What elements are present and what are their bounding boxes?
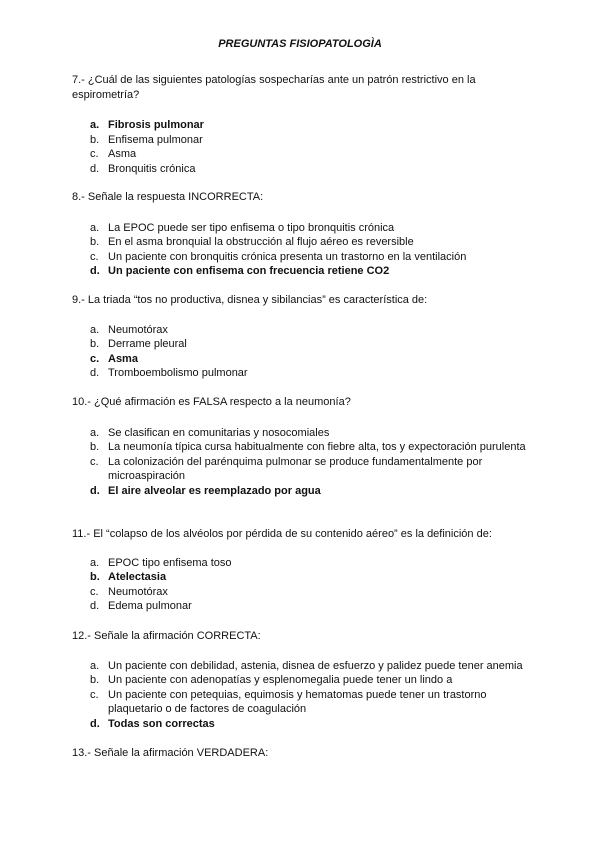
option-letter: d. [90, 367, 100, 379]
option-text: Asma [108, 352, 138, 365]
question-12 [72, 629, 527, 731]
option-a [72, 556, 527, 571]
option-d [72, 264, 527, 279]
answer-options [72, 426, 527, 499]
answer-options [72, 659, 527, 732]
option-letter: a. [90, 221, 100, 234]
option-b [72, 337, 527, 352]
question-8 [72, 190, 527, 279]
option-letter: d. [90, 600, 100, 612]
option-c [72, 147, 527, 162]
option-text: La colonización del parénquima pulmonar se produce fundamentalmente por microaspiración [108, 455, 483, 482]
option-text: Un paciente con enfisema con frecuencia retiene CO2 [108, 265, 390, 277]
answer-options [72, 556, 527, 614]
option-a [72, 221, 527, 236]
option-letter: b. [90, 441, 100, 453]
option-text: Tromboembolismo pulmonar [108, 367, 248, 379]
option-d [72, 484, 527, 499]
option-letter: b. [90, 133, 100, 146]
question-11 [72, 527, 527, 614]
option-letter: b. [90, 571, 100, 583]
option-letter: c. [90, 250, 99, 263]
option-d [72, 599, 527, 614]
option-c [72, 352, 527, 367]
question-text: 8.- Señale la respuesta INCORRECTA: [72, 191, 264, 203]
option-text: Neumotórax [108, 585, 168, 598]
option-letter: b. [90, 338, 100, 350]
question-7 [72, 73, 527, 176]
option-text: Atelectasia [108, 571, 167, 583]
option-text: La neumonía típica cursa habitualmente con fiebre alta, tos y expectoración purulenta [108, 441, 526, 453]
option-a [72, 323, 527, 338]
option-letter: d. [90, 717, 100, 730]
option-text: Enfisema pulmonar [108, 133, 203, 146]
question-9 [72, 293, 527, 381]
option-letter: d. [90, 484, 100, 497]
question-text: 11.- El “colapso de los alvéolos por pérdida de su contenido aéreo” es la definición de: [72, 528, 492, 540]
option-text: Fibrosis pulmonar [108, 119, 204, 131]
option-c [72, 585, 527, 600]
option-b [72, 235, 527, 250]
option-c [72, 250, 527, 265]
document-title: PREGUNTAS FISIOPATOLOGÌA [218, 38, 382, 50]
answer-options [72, 221, 527, 279]
option-letter: c. [90, 688, 99, 701]
option-a [72, 659, 527, 674]
option-b [72, 133, 527, 148]
option-b [72, 673, 527, 688]
option-a [72, 118, 527, 133]
option-letter: b. [90, 674, 100, 686]
option-b [72, 570, 527, 585]
question-text: 9.- La triada “tos no productiva, disnea y sibilancias” es característica de: [72, 294, 428, 306]
option-text: Un paciente con bronquitis crónica presenta un trastorno en la ventilación [108, 250, 467, 263]
option-text: Un paciente con adenopatías y esplenomegalia puede tener un lindo a [108, 674, 453, 686]
answer-options [72, 118, 527, 176]
answer-options [72, 323, 527, 381]
option-a [72, 426, 527, 441]
question-text: 10.- ¿Qué afirmación es FALSA respecto a la neumonía? [72, 396, 351, 408]
option-letter: c. [90, 585, 99, 598]
option-d [72, 366, 527, 381]
option-text: Asma [108, 148, 137, 160]
option-text: Bronquitis crónica [108, 162, 196, 175]
option-text: Se clasifican en comunitarias y nosocomiales [108, 426, 330, 439]
option-letter: a. [90, 659, 100, 672]
option-text: Derrame pleural [108, 338, 187, 350]
option-c [72, 688, 527, 717]
option-letter: a. [90, 119, 100, 131]
option-c [72, 455, 527, 484]
option-b [72, 440, 527, 455]
option-text: Un paciente con petequias, equimosis y hematomas puede tener un trastorno plaquetario o de factores de coagulación [108, 688, 487, 715]
question-text: 13.- Señale la afirmación VERDADERA: [72, 747, 269, 759]
option-letter: d. [90, 265, 100, 277]
option-letter: b. [90, 236, 100, 248]
option-text: Neumotórax [108, 323, 168, 336]
question-text: 7.- ¿Cuál de las siguientes patologías sospecharías ante un patrón restrictivo en la espirometría? [72, 74, 476, 101]
option-text: Todas son correctas [108, 717, 215, 730]
option-text: Un paciente con debilidad, astenia, disnea de esfuerzo y palidez puede tener anemia [108, 659, 523, 672]
option-letter: a. [90, 426, 100, 439]
question-10 [72, 395, 527, 498]
option-text: La EPOC puede ser tipo enfisema o tipo bronquitis crónica [108, 221, 395, 234]
option-letter: c. [90, 455, 99, 468]
option-text: EPOC tipo enfisema toso [108, 556, 232, 569]
option-text: En el asma bronquial la obstrucción al flujo aéreo es reversible [108, 236, 414, 248]
option-letter: c. [90, 352, 100, 365]
option-letter: c. [90, 148, 99, 160]
option-letter: d. [90, 162, 100, 175]
option-text: Edema pulmonar [108, 600, 192, 612]
option-d [72, 717, 527, 732]
question-13 [72, 746, 527, 761]
option-text: El aire alveolar es reemplazado por agua [108, 484, 321, 497]
option-letter: a. [90, 556, 100, 569]
question-text: 12.- Señale la afirmación CORRECTA: [72, 630, 261, 642]
option-d [72, 162, 527, 177]
option-letter: a. [90, 323, 100, 336]
